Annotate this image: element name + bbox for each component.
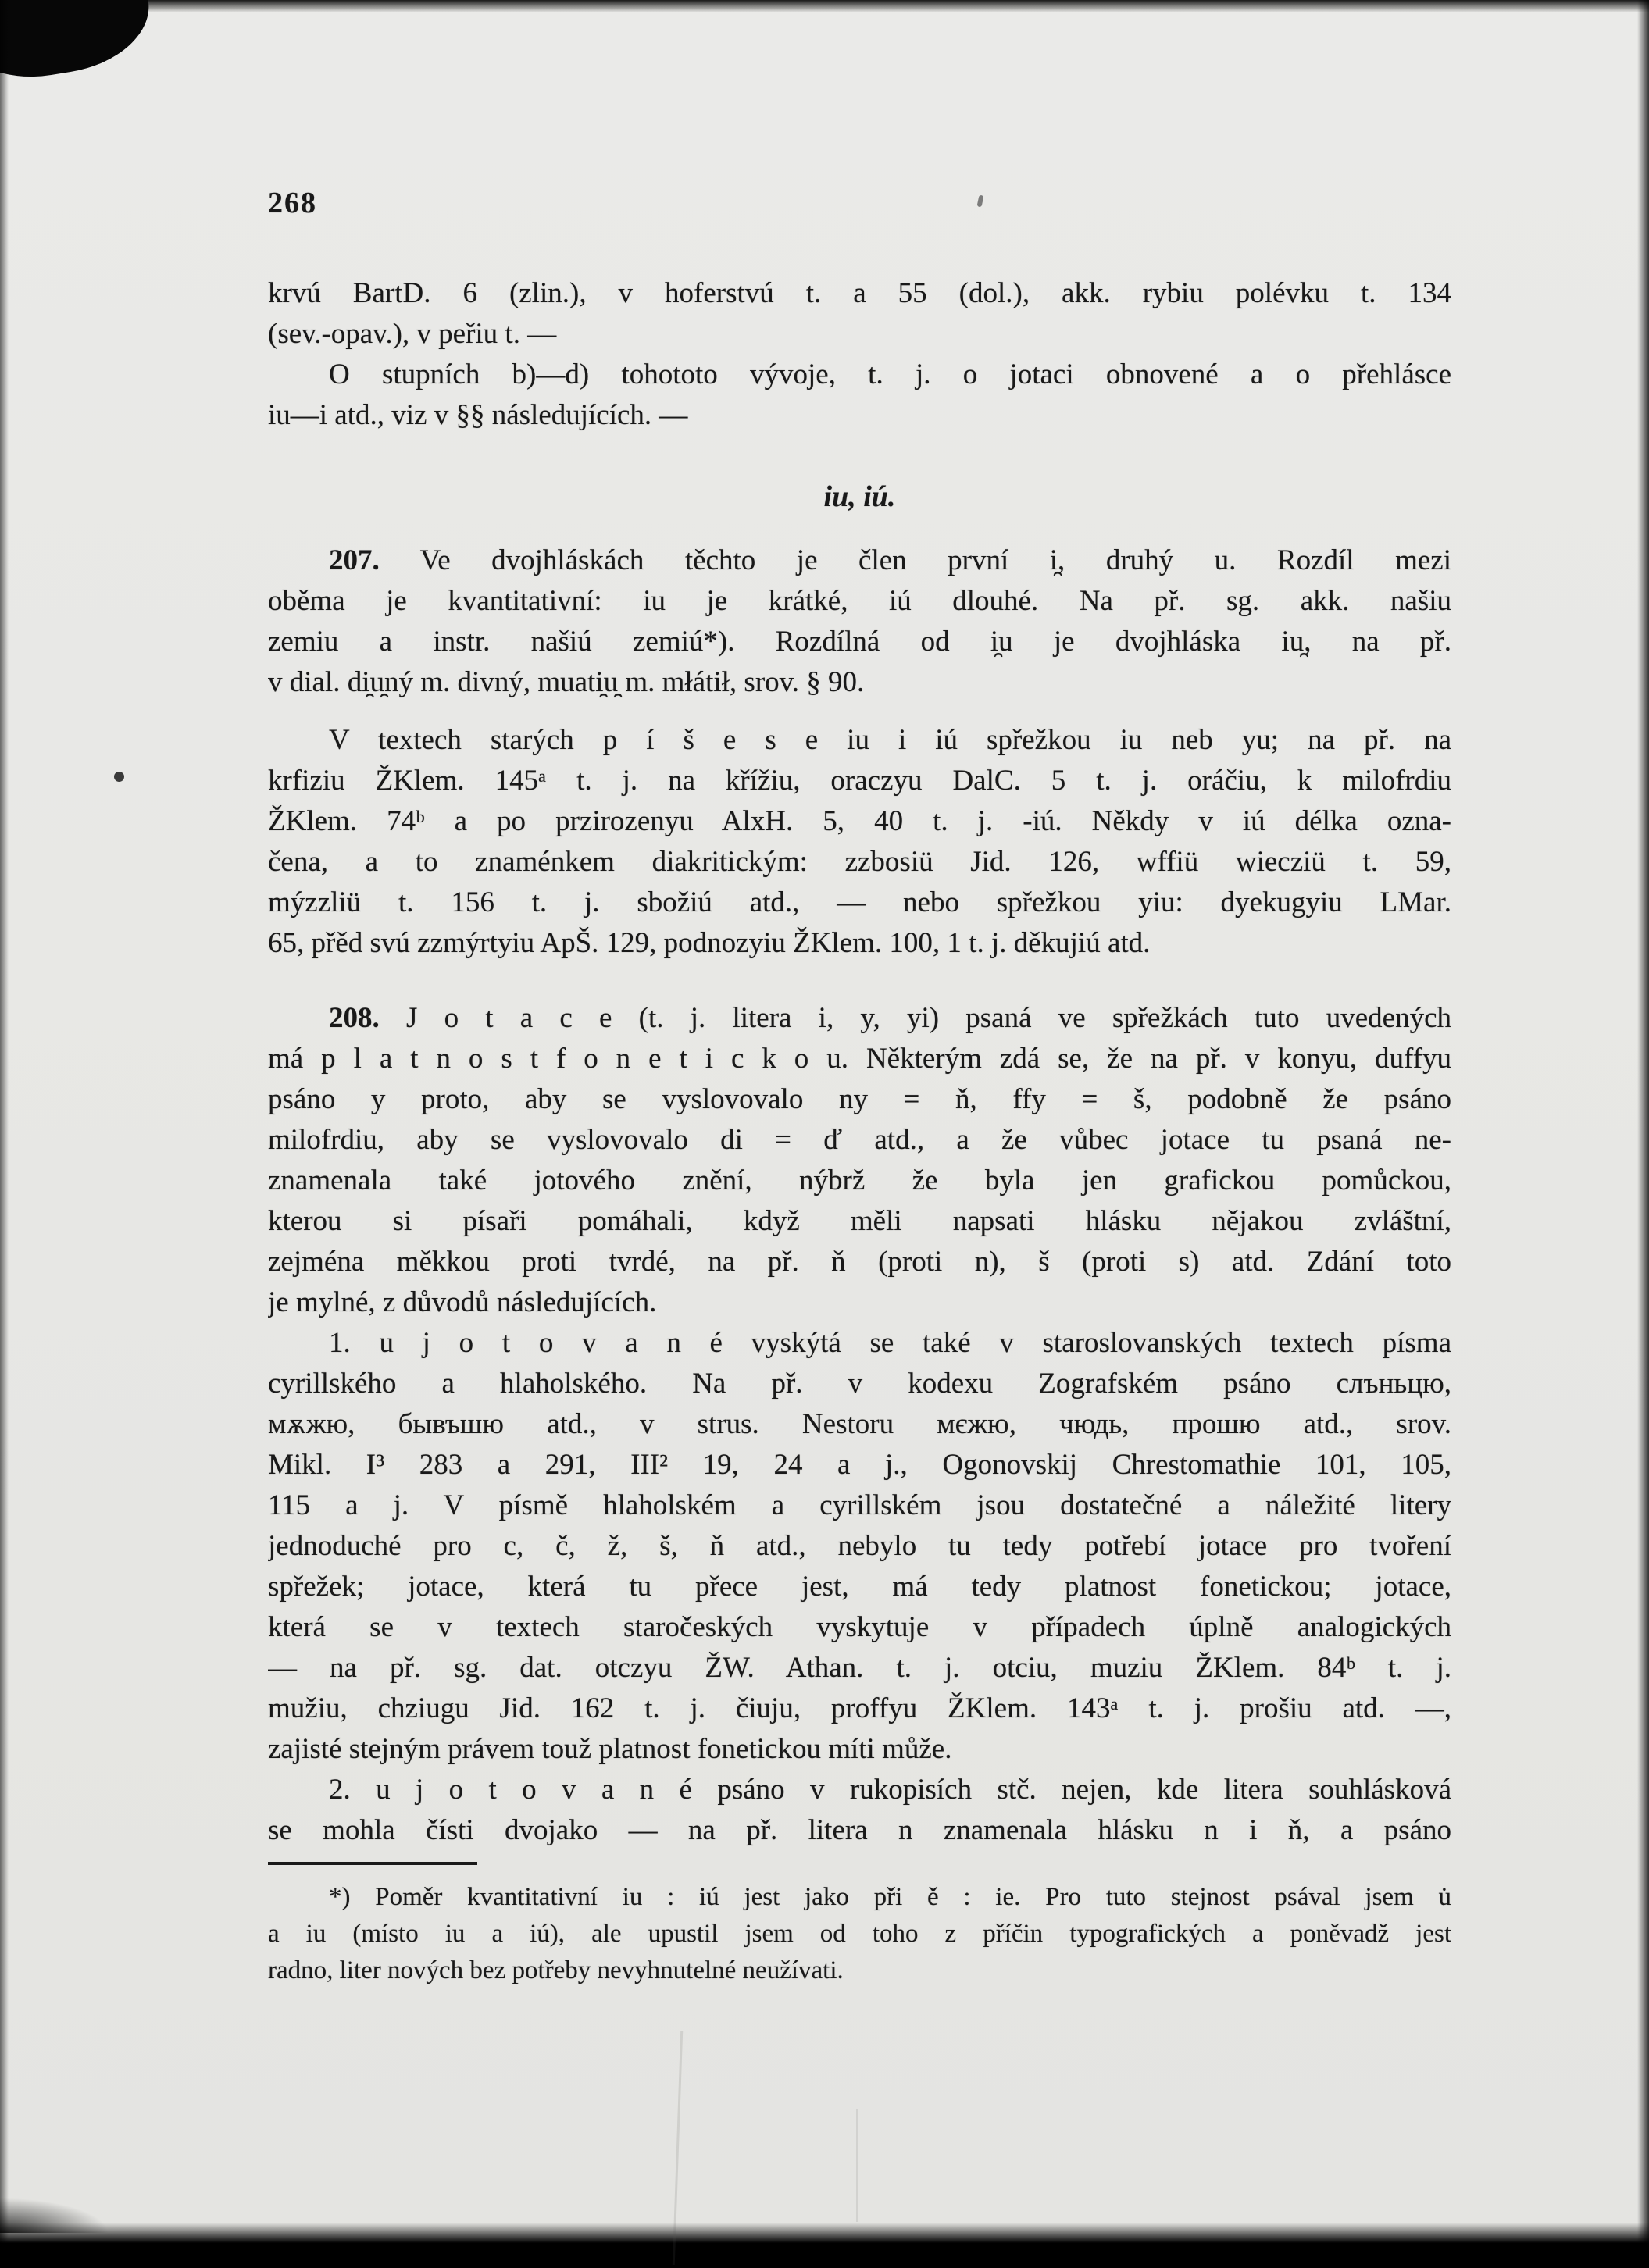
text-line: zejména měkkou proti tvrdé, na př. ň (proti n), š (proti s) atd. Zdání toto — [268, 1246, 1451, 1278]
paragraph-208 — [268, 998, 1451, 1323]
text-line: iu—i atd., viz v §§ následujících. — — [268, 399, 688, 431]
footnote-line: radno, liter nových bez potřeby nevyhnutelné neužívati. — [268, 1956, 844, 1984]
scan-artifact-crease — [856, 2109, 858, 2222]
text-run: J o t a c e (t. j. litera i, y, yi) psaná ve spřežkách tuto uvedených — [379, 1002, 1451, 1034]
text-line: znamenala také jotového znění, nýbrž že byla jen grafickou pomůckou, — [268, 1164, 1451, 1196]
paragraph-207b — [268, 720, 1451, 964]
text-line: v dial. di̯u̯ný m. divný, muati̯u̯ m. młátił, srov. § 90. — [268, 666, 865, 698]
text-line: která se v textech staročeských vyskytuje v případech úplně analogických — [268, 1611, 1451, 1643]
text-line: O stupních b)—d) tohototo vývoje, t. j. o jotaci obnovené a o přehlásce — [329, 358, 1451, 390]
text-line: — na př. sg. dat. otczyu ŽW. Athan. t. j. otciu, muziu ŽKlem. 84ᵇ t. j. — [268, 1652, 1451, 1684]
text-line: krvú BartD. 6 (zlin.), v hoferstvú t. a 55 (dol.), akk. rybiu polévku t. 134 — [268, 277, 1451, 309]
text-line: kterou si písaři pomáhali, když měli napsati hlásku nějakou zvláštní, — [268, 1205, 1451, 1237]
page-edge-top — [0, 0, 1649, 12]
page-edge-left — [0, 0, 9, 2268]
text-line: mýzzliü t. 156 t. j. sbožiú atd., — nebo spřežkou yiu: dyekugyiu LMar. — [268, 886, 1451, 918]
text-line: čena, a to znaménkem diakritickým: zzbosiü Jid. 126, wffiü wiecziü t. 59, — [268, 846, 1451, 878]
text-line: krfiziu ŽKlem. 145ᵃ t. j. na křížiu, oraczyu DalC. 5 t. j. oráčiu, k milofrdiu — [268, 765, 1451, 797]
text-line: se mohla čísti dvojako — na př. litera n znamenala hlásku n i ň, a psáno — [268, 1814, 1451, 1846]
text-line: oběma je kvantitativní: iu je krátké, iú dlouhé. Na př. sg. akk. našiu — [268, 585, 1451, 617]
text-line: jednoduché pro c, č, ž, š, ň atd., nebylo tu tedy potřebí jotace pro tvoření — [268, 1530, 1451, 1562]
text-line: je mylné, z důvodů následujících. — [268, 1286, 657, 1318]
text-line: psáno y proto, aby se vyslovovalo ny = ň, ffy = š, podobně že psáno — [268, 1083, 1451, 1115]
paragraph-item2 — [268, 1770, 1451, 1851]
text-line: ŽKlem. 74ᵇ a po przirozenyu AlxH. 5, 40 t. j. -iú. Někdy v iú délka ozna- — [268, 805, 1451, 837]
footnote-line: *) Poměr kvantitativní iu : iú jest jako při ě : ie. Pro tuto stejnost psával jsem u̇ — [329, 1883, 1451, 1911]
scan-artifact-crease — [673, 2031, 683, 2265]
text-run: Ve dvojhláskách těchto je člen první i̯, druhý u. Rozdíl mezi — [379, 544, 1451, 576]
page-corner-bottom-left — [0, 2198, 109, 2233]
text-line: 2. u j o t o v a n é psáno v rukopisích stč. nejen, kde litera souhlásková — [329, 1774, 1451, 1806]
text-line: 115 a j. V písmě hlaholském a cyrillském jsou dostatečné a náležité litery — [268, 1489, 1451, 1521]
paragraph-continuation — [268, 273, 1451, 355]
paragraph-207 — [268, 540, 1451, 703]
page-corner-top-left — [0, 0, 157, 89]
text-line: má p l a t n o s t f o n e t i c k o u. Některým zdá se, že na př. v konyu, duffyu — [268, 1043, 1451, 1075]
section-heading: iu, iú. — [823, 480, 896, 513]
page-edge-right — [1637, 0, 1649, 2268]
paragraph-number: 207. — [329, 544, 380, 576]
page-edge-bottom — [0, 2223, 1649, 2268]
footnote — [268, 1879, 1451, 1989]
footnote-line: a iu (místo iu a iú), ale upustil jsem od toho z příčin typografických a poněvadž jest — [268, 1920, 1451, 1948]
text-line: (sev.-opav.), v peřiu t. — — [268, 318, 557, 350]
paragraph-intro — [268, 355, 1451, 436]
text-line: milofrdiu, aby se vyslovovalo di = ď atd., a že vůbec jotace tu psaná ne- — [268, 1124, 1451, 1156]
text-line: cyrillského a hlaholského. Na př. v kodexu Zografském psáno слъньцю, — [268, 1368, 1451, 1400]
paragraph-item1 — [268, 1323, 1451, 1770]
text-line — [268, 540, 1451, 581]
text-line — [268, 998, 1451, 1039]
text-line: 65, přěd svú zzmýrtyiu ApŠ. 129, podnozyiu ŽKlem. 100, 1 t. j. děkujiú atd. — [268, 927, 1151, 959]
text-line: zemiu a instr. našiú zemiú*). Rozdílná od i̯u je dvojhláska iu̯, na př. — [268, 626, 1451, 658]
scan-artifact-speck — [977, 195, 984, 208]
scan-artifact-dot — [114, 772, 124, 782]
footnote-separator — [268, 1862, 477, 1865]
text-line: zajisté stejným právem touž platnost fonetickou míti může. — [268, 1733, 952, 1765]
paragraph-number: 208. — [329, 1002, 380, 1034]
text-line: V textech starých p í š e s e iu i iú spřežkou iu neb yu; na př. na — [329, 724, 1451, 756]
page-number: 268 — [268, 187, 317, 219]
text-line: spřežek; jotace, která tu přece jest, má tedy platnost fonetickou; jotace, — [268, 1571, 1451, 1603]
text-line: mužiu, chziugu Jid. 162 t. j. čiuju, proffyu ŽKlem. 143ᵃ t. j. prošiu atd. —, — [268, 1692, 1451, 1724]
text-line: мѫжю, бывъшю atd., v strus. Nestoru мєжю, чюдь, прошю atd., srov. — [268, 1408, 1451, 1440]
text-line: Mikl. I³ 283 a 291, III² 19, 24 a j., Ogonovskij Chrestomathie 101, 105, — [268, 1449, 1451, 1481]
text-line: 1. u j o t o v a n é vyskýtá se také v staroslovanských textech písma — [329, 1327, 1451, 1359]
